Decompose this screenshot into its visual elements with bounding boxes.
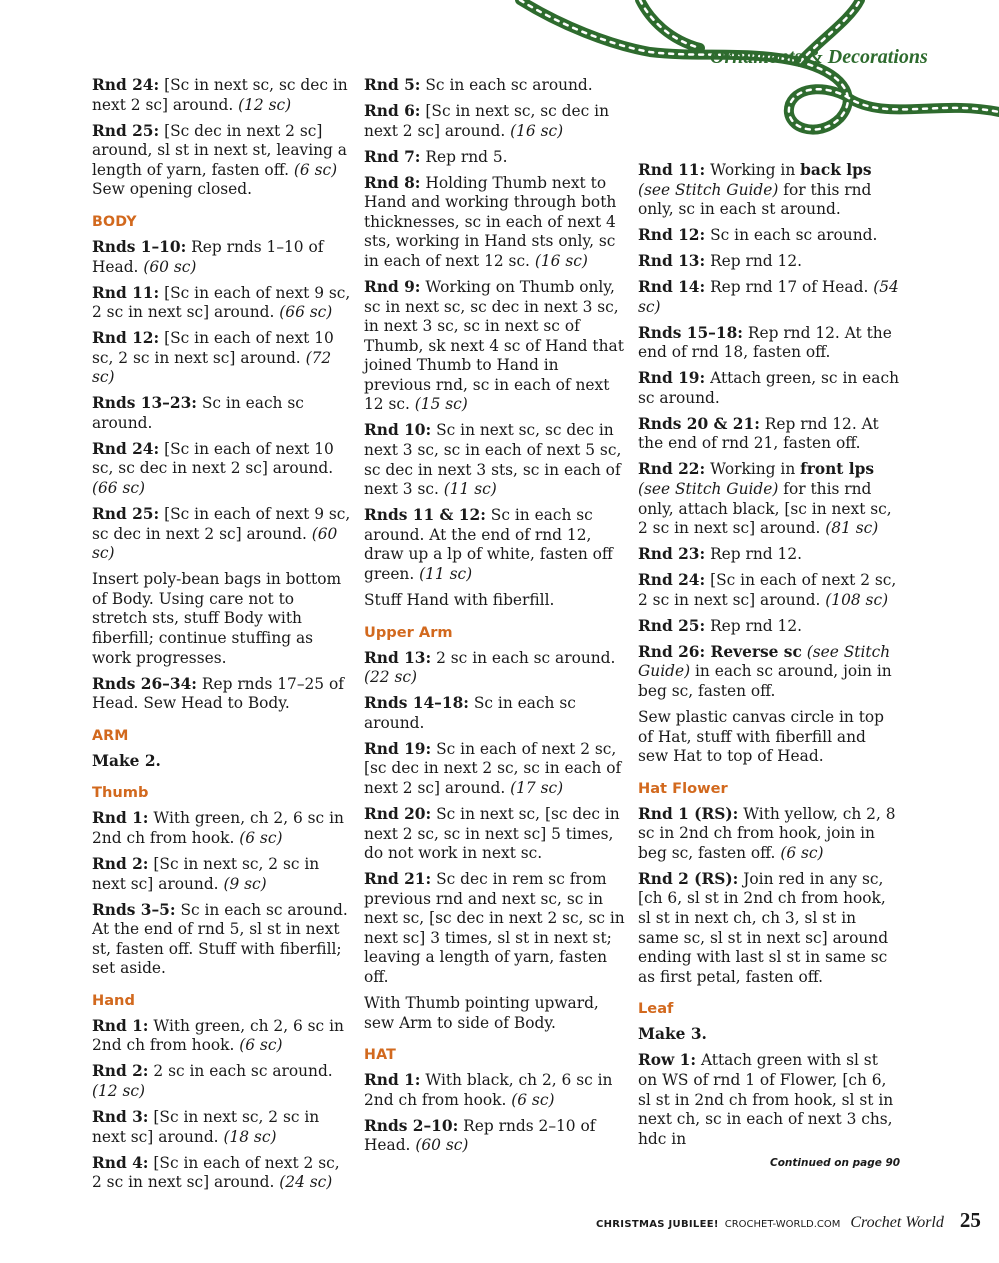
instruction-round <box>92 505 354 564</box>
instruction-round <box>364 421 626 499</box>
stitch-count: (6 sc) <box>239 1036 283 1055</box>
round-label: Rnd 14: <box>638 278 706 297</box>
italic-note: (see Stitch Guide) <box>638 180 779 199</box>
instruction-round <box>638 324 900 363</box>
instruction-round <box>92 675 354 714</box>
instruction-round <box>364 649 626 688</box>
round-label: Rnd 13: <box>638 252 706 271</box>
stitch-count: (66 sc) <box>92 479 146 498</box>
emphasis-text: front lps <box>800 460 875 479</box>
instruction-round <box>638 415 900 454</box>
round-text: Working in <box>705 460 801 479</box>
instruction-round <box>638 226 900 246</box>
instruction-round <box>364 870 626 988</box>
stitch-count: (66 sc) <box>279 303 333 322</box>
stitch-count: (16 sc) <box>534 251 588 270</box>
round-label: Rnd 5: <box>364 76 421 94</box>
round-label: Rnd 1 (RS): <box>638 804 739 823</box>
round-text: Attach green, sc in each sc around. <box>638 369 899 407</box>
round-label: Rnds 14–18: <box>364 694 469 713</box>
round-label: Rnd 2 (RS): <box>638 869 739 888</box>
instruction-round <box>92 1017 354 1056</box>
round-text: Rep rnds 2–10 of Head. <box>364 1116 596 1155</box>
instruction-round <box>364 278 626 415</box>
instruction-round <box>638 643 900 702</box>
round-text: Rep rnd 12. At the end of rnd 21, fasten off. <box>638 414 879 453</box>
round-label: Rnd 25: <box>638 616 706 635</box>
instruction-round <box>92 122 354 200</box>
text-column-1 <box>92 76 354 1199</box>
round-text: Sc in next sc, [sc dec in next 2 sc, sc in next sc] 5 times, do not work in next sc. <box>364 804 620 863</box>
stitch-count: (24 sc) <box>279 1173 333 1192</box>
round-text: for this rnd only, sc in each st around. <box>638 180 872 219</box>
instruction-round <box>638 870 900 988</box>
instruction-round <box>92 1108 354 1147</box>
section-heading: BODY <box>92 213 137 230</box>
italic-note: (see Stitch Guide) <box>638 480 779 499</box>
round-text: Sc in each of next 2 sc, [sc dec in next 2 sc, sc in each of next 2 sc] around. <box>364 739 622 797</box>
instruction-round <box>638 252 900 272</box>
stitch-count: (9 sc) <box>223 874 267 893</box>
round-label: Rnds 11 & 12: <box>364 506 486 525</box>
round-text: Attach green with sl st on WS of rnd 1 of Flower, [ch 6, sl st in 2nd ch from hook, sl st in next ch, sc in each of next 3 chs, hdc in <box>638 1051 894 1148</box>
round-label: Rnd 24: <box>638 571 706 590</box>
instruction-round <box>638 617 900 637</box>
stitch-count: (54 sc) <box>638 278 899 316</box>
instruction-round <box>364 1071 626 1110</box>
round-text: 2 sc in each sc around. <box>431 648 616 667</box>
round-label: Rnd 1: <box>92 1016 149 1035</box>
round-text: Sc in each sc around. <box>420 76 593 94</box>
round-label: Rnds 1–10: <box>92 237 187 256</box>
round-text: Sc in each sc around. <box>705 226 878 245</box>
footer-url[interactable]: CROCHET-WORLD.COM <box>724 1219 841 1230</box>
stitch-count: (108 sc) <box>825 590 889 609</box>
instruction-round <box>638 369 900 408</box>
footer-magazine: CHRISTMAS JUBILEE! <box>596 1219 719 1230</box>
italic-note: (81 sc) <box>825 519 879 538</box>
rope-strand <box>640 0 700 48</box>
instruction-round <box>92 394 354 433</box>
round-text: [Sc in each of next 2 sc, 2 sc in next sc] around. <box>92 1153 340 1192</box>
round-label: Rnd 3: <box>92 1108 149 1127</box>
round-text: Join red in any sc, [ch 6, sl st in 2nd ch from hook, sl st in next ch, ch 3, sl st in same sc, sl st in next sc] around ending with last sl st in same sc as first petal, fasten off. <box>638 869 889 986</box>
round-text: [Sc in each of next 10 sc, sc dec in next 2 sc] around. <box>92 439 334 478</box>
round-label: Rnd 7: <box>364 147 421 166</box>
round-text: 2 sc in each sc around. <box>148 1062 333 1081</box>
round-text: Sc in each sc around. At the end of rnd 5, sl st in next st, fasten off. Stuff with fiberfill; set aside. <box>92 900 348 978</box>
stitch-count: (6 sc) <box>780 843 824 862</box>
instruction-round <box>92 752 354 772</box>
round-text: [Sc in each of next 10 sc, 2 sc in next sc] around. <box>92 329 334 367</box>
round-label: Rnd 2: <box>92 854 149 873</box>
round-label: Rnd 13: <box>364 648 432 667</box>
instruction-text: Stuff Hand with fiberfill. <box>364 590 555 609</box>
round-label: Rnd 12: <box>92 329 160 348</box>
round-text: With yellow, ch 2, 8 sc in 2nd ch from hook, join in beg sc, fasten off. <box>638 804 896 862</box>
round-text: [Sc dec in next 2 sc] around, sl st in next st, leaving a length of yarn, fasten off. <box>92 121 347 179</box>
instruction-text: Sew plastic canvas circle in top of Hat, stuff with fiberfill and sew Hat to top of Head. <box>638 707 885 766</box>
round-label: Rnd 19: <box>638 369 706 388</box>
round-label: Rnd 8: <box>364 173 421 192</box>
round-text: [Sc in next sc, sc dec in next 2 sc] around. <box>92 76 348 114</box>
round-label: Rnd 11: <box>92 283 160 302</box>
round-label: Rnds 13–23: <box>92 394 197 413</box>
round-label: Rnds 20 & 21: <box>638 414 760 433</box>
instruction-round <box>364 740 626 799</box>
emphasis-text: Rnd 26: Reverse sc <box>638 642 802 661</box>
round-text: Rep rnd 12. At the end of rnd 18, fasten off. <box>638 323 892 362</box>
round-text: Working on Thumb only, sc in next sc, sc dec in next 3 sc, in next 3 sc, sc in next sc of Thumb, sk next 4 sc of Hand that joined Thumb to Hand in previous rnd, sc in each of next 12 sc. <box>364 277 624 414</box>
instruction-round <box>638 571 900 610</box>
section-heading: HAT <box>364 1047 397 1064</box>
instruction-round <box>92 76 354 115</box>
round-label: Make 3. <box>638 1025 707 1044</box>
round-label: Rnds 15–18: <box>638 323 743 342</box>
round-text: [Sc in each of next 2 sc, 2 sc in next sc] around. <box>638 571 897 609</box>
instruction-round <box>92 238 354 277</box>
stitch-count: (22 sc) <box>364 668 418 687</box>
italic-note: (see Stitch Guide) <box>638 642 891 681</box>
round-label: Rnds 2–10: <box>364 1116 459 1135</box>
instruction-round <box>364 102 626 141</box>
instruction-round <box>638 1051 900 1149</box>
stitch-count: (12 sc) <box>238 95 292 114</box>
round-label: Rnd 4: <box>92 1153 149 1172</box>
instruction-round <box>638 460 900 538</box>
round-text: With green, ch 2, 6 sc in 2nd ch from hook. <box>92 809 344 847</box>
round-label: Rnd 21: <box>364 870 432 889</box>
text-column-2 <box>364 76 626 1162</box>
section-heading: ARM <box>92 727 129 744</box>
instruction-round <box>638 545 900 565</box>
round-text: With black, ch 2, 6 sc in 2nd ch from hook. <box>364 1071 613 1109</box>
instruction-text: With Thumb pointing upward, sew Arm to side of Body. <box>364 994 599 1032</box>
round-label: Rnd 6: <box>364 101 421 120</box>
section-heading: Leaf <box>638 1000 674 1018</box>
round-text: Sc in each sc around. At the end of rnd 12, draw up a lp of white, fasten off green. <box>364 506 613 583</box>
stitch-count: (11 sc) <box>419 565 473 583</box>
round-label: Rnd 20: <box>364 804 432 823</box>
instruction-text: Insert poly-bean bags in bottom of Body. Using care not to stretch sts, stuff Body with fiberfill; continue stuffing as work progresses. <box>92 570 342 667</box>
round-label: Rnd 1: <box>364 1071 421 1090</box>
round-text: Rep rnd 12. <box>705 252 803 271</box>
round-text: Rep rnds 17–25 of Head. Sew Head to Body. <box>92 674 344 713</box>
stitch-count: (72 sc) <box>92 348 332 387</box>
section-heading: Upper Arm <box>364 623 453 641</box>
instruction-round <box>638 278 900 317</box>
stitch-count: (15 sc) <box>414 395 468 414</box>
footer-brand: Crochet World <box>850 1214 944 1231</box>
stitch-count: (60 sc) <box>415 1136 469 1155</box>
emphasis-text: back lps <box>800 161 872 179</box>
round-text: for this rnd only, attach black, [sc in next sc, 2 sc in next sc] around. <box>638 480 892 538</box>
section-heading: Thumb <box>92 784 149 802</box>
stitch-count: (12 sc) <box>92 1082 146 1101</box>
instruction-round <box>92 1062 354 1101</box>
stitch-count: (6 sc) <box>293 160 338 179</box>
stitch-count: (11 sc) <box>443 480 497 499</box>
stitch-count: (18 sc) <box>223 1127 277 1146</box>
stitch-count: (60 sc) <box>143 257 197 276</box>
round-text: Sc in next sc, sc dec in next 3 sc, sc in each of next 5 sc, sc dec in next 3 sts, sc in each of next 3 sc. <box>364 421 622 499</box>
round-label: Rnd 12: <box>638 226 706 245</box>
round-label: Rnd 25: <box>92 121 160 140</box>
round-label: Rnds 26–34: <box>92 674 197 693</box>
round-label: Rnd 9: <box>364 277 421 296</box>
round-label: Rnd 24: <box>92 439 160 458</box>
emphasis-text: Rnd 11: <box>638 161 706 179</box>
instruction-round <box>364 694 626 733</box>
round-text: [Sc in each of next 9 sc, 2 sc in next sc] around. <box>92 283 351 322</box>
round-label: Make 2. <box>92 751 161 770</box>
instruction-round <box>364 174 626 272</box>
stitch-count: (60 sc) <box>92 524 338 563</box>
instruction-round <box>364 805 626 864</box>
round-label: Rnd 24: <box>92 76 160 94</box>
round-text: Sc dec in rem sc from previous rnd and next sc, sc in next sc, [sc dec in next 2 sc, sc in next sc] 3 times, sl st in next st; leaving a length of yarn, fasten off. <box>364 870 625 987</box>
instruction-round <box>92 1154 354 1193</box>
instruction-round <box>92 284 354 323</box>
instruction-round <box>638 1025 900 1045</box>
round-text: [Sc in next sc, 2 sc in next sc] around. <box>92 1108 320 1146</box>
round-label: Rnds 3–5: <box>92 900 176 919</box>
round-label: Rnd 2: <box>92 1062 149 1081</box>
stitch-count: (6 sc) <box>239 828 283 847</box>
page-footer <box>596 1208 981 1236</box>
section-heading: Hand <box>92 991 135 1009</box>
stitch-count: (17 sc) <box>510 778 564 797</box>
instruction-round <box>364 1117 626 1156</box>
instruction-round <box>92 329 354 388</box>
text-column-3 <box>638 161 900 1156</box>
page-number: 25 <box>959 1208 981 1232</box>
round-label: Rnd 25: <box>92 505 160 524</box>
round-text: [Sc in each of next 9 sc, sc dec in next 2 sc] around. <box>92 505 351 543</box>
stitch-count: (16 sc) <box>510 121 564 140</box>
instruction-round <box>638 161 900 220</box>
instruction-round <box>364 148 626 168</box>
continued-note: Continued on page 90 <box>770 1157 901 1169</box>
round-text: Rep rnd 5. <box>420 147 508 166</box>
round-label: Rnd 19: <box>364 739 432 758</box>
round-text: Rep rnds 1–10 of Head. <box>92 237 324 276</box>
round-label: Rnd 23: <box>638 545 706 564</box>
round-text: in each sc around, join in beg sc, fasten off. <box>638 662 892 700</box>
instruction-round <box>638 805 900 864</box>
round-text: Sew opening closed. <box>92 180 252 199</box>
instruction-round <box>364 506 626 584</box>
section-heading: Hat Flower <box>638 779 728 797</box>
stitch-count: (6 sc) <box>511 1090 555 1109</box>
round-text: With green, ch 2, 6 sc in 2nd ch from hook. <box>92 1016 344 1055</box>
round-text: Holding Thumb next to Hand and working through both thicknesses, sc in each of next 4 sts, working in Hand sts only, sc in each of next 12 sc. <box>364 173 617 270</box>
instruction-round <box>92 440 354 499</box>
instruction-round <box>92 901 354 979</box>
round-text: Working in <box>705 161 801 179</box>
round-text: Rep rnd 17 of Head. <box>705 278 874 297</box>
round-text: [Sc in next sc, sc dec in next 2 sc] around. <box>364 101 609 140</box>
round-text: [Sc in next sc, 2 sc in next sc] around. <box>92 854 320 893</box>
round-text: Sc in each sc around. <box>92 394 304 432</box>
instruction-round <box>364 76 626 96</box>
round-text: Rep rnd 12. <box>705 616 803 635</box>
round-text: Rep rnd 12. <box>705 545 803 564</box>
round-label: Rnd 10: <box>364 421 432 440</box>
instruction-round <box>92 809 354 848</box>
round-text: Sc in each sc around. <box>364 694 576 732</box>
section-title: Ornaments & Decorations <box>710 46 928 68</box>
emphasis-text: Rnd 22: <box>638 460 706 479</box>
round-label: Rnd 1: <box>92 809 149 828</box>
instruction-round <box>92 855 354 894</box>
round-label: Row 1: <box>638 1051 697 1070</box>
